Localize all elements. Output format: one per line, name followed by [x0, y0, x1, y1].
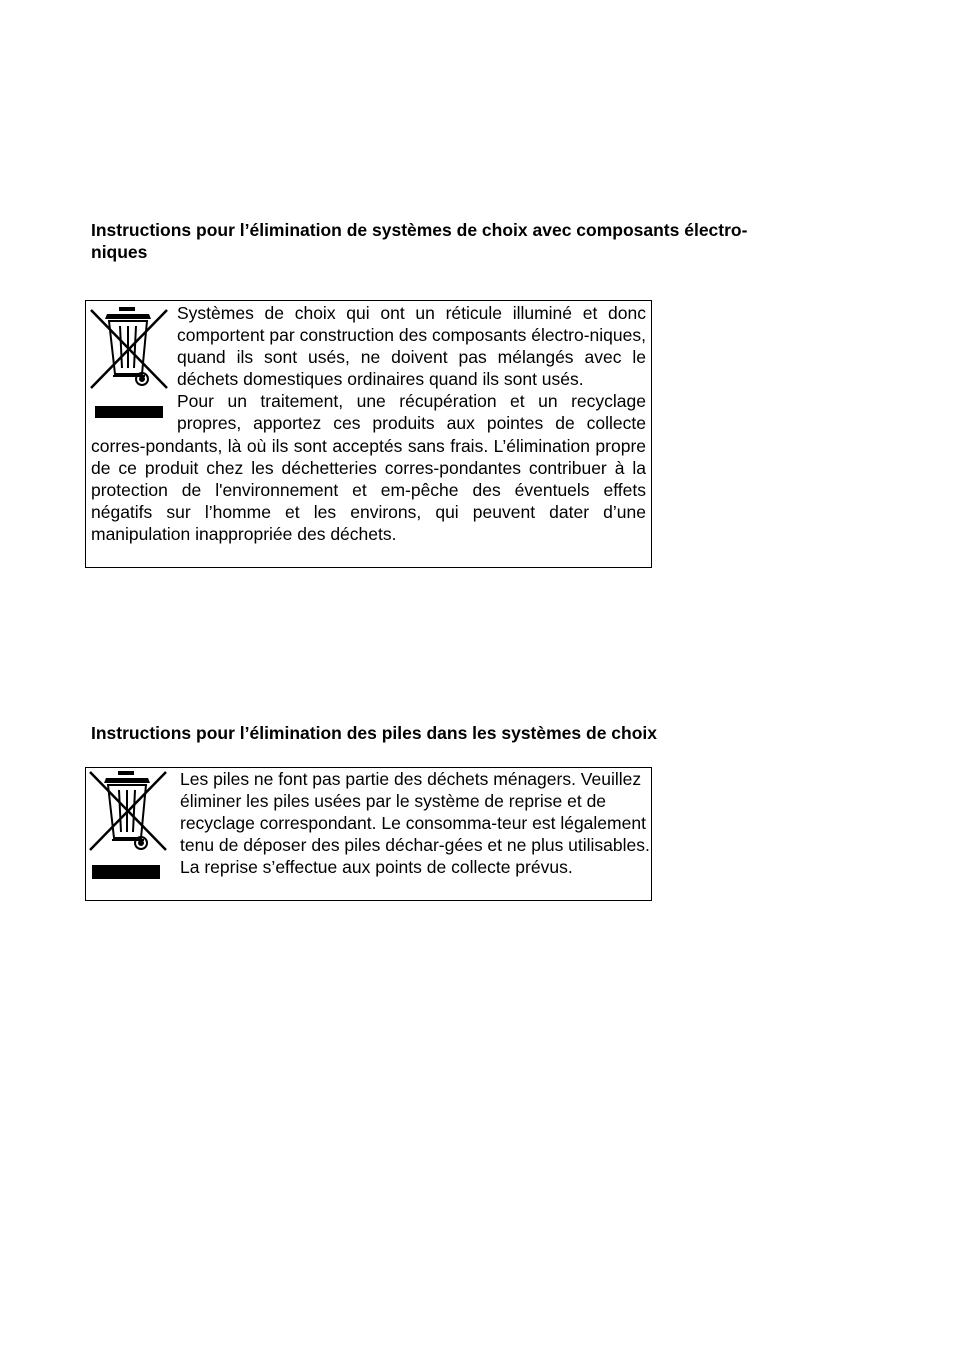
- crossed-out-wheelie-bin-icon: [87, 304, 173, 418]
- section-heading-electronics: [91, 219, 831, 263]
- notice-paragraph-2: Pour un traitement, une récupération et un recyclage propres, apportez ces produits aux pointes de collecte corres-pondants, là où ils sont acceptés sans frais. L’élimination propre de ce produit chez les déchetteries corres-pondantes contribuer à la protection de l'environnement et em-pêche des éventuels effets négatifs sur l’homme et les environs, qui peuvent dater d’une manipulation inappropriée des déchets.: [91, 391, 646, 544]
- heading-line-1: Instructions pour l’élimination de systèmes de choix avec composants électro-: [91, 220, 748, 240]
- crossed-out-wheelie-bin-icon: [86, 768, 172, 882]
- notice-paragraph-1: Systèmes de choix qui ont un réticule illuminé et donc comportent par construction des composants électro-niques, quand ils sont usés, ne doivent pas mélangés avec le déchets domestiques ordinaires quand ils sont usés.: [177, 303, 646, 390]
- electronics-disposal-notice: [85, 300, 652, 568]
- battery-disposal-notice: [85, 767, 652, 901]
- heading-line-2: niques: [91, 242, 148, 262]
- battery-notice-paragraph: Les piles ne font pas partie des déchets ménagers. Veuillez éliminer les piles usées par le système de reprise et de recyclage correspondant. Le consomma-teur est légalement tenu de déposer des piles déchar-gées et ne plus utilisables. La reprise s’effectue aux points de collecte prévus.: [180, 769, 650, 878]
- section-heading-batteries: Instructions pour l’élimination des piles dans les systèmes de choix: [91, 723, 657, 743]
